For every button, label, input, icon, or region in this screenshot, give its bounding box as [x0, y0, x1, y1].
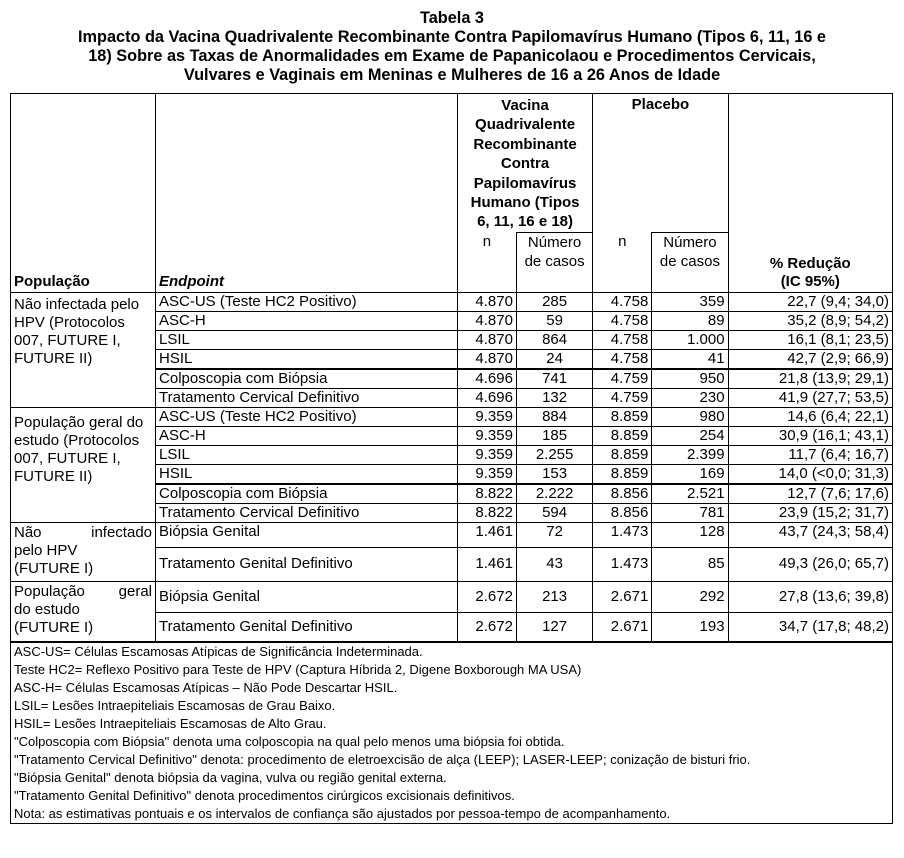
- header-reduction-ci: (IC 95%): [780, 272, 840, 290]
- vaccine-cases-cell: 594: [516, 503, 592, 522]
- placebo-cases-cell: 2.399: [652, 445, 728, 464]
- vaccine-n-cell: 4.696: [457, 369, 516, 389]
- population-line: Não infectado: [14, 523, 153, 541]
- header-placebo-n: n: [593, 232, 652, 292]
- title-line-3: 18) Sobre as Taxas de Anormalidades em Exame de Papanicolaou e Procedimentos Cervicais,: [88, 47, 816, 65]
- vaccine-cases-cell: 153: [516, 464, 592, 484]
- header-reduction: [728, 94, 892, 293]
- vaccine-n-cell: 9.359: [457, 445, 516, 464]
- vaccine-n-cell: 8.822: [457, 484, 516, 504]
- placebo-cases-cell: 128: [652, 522, 728, 547]
- endpoint-cell: Colposcopia com Biópsia: [156, 484, 458, 504]
- header-row-1: [11, 94, 893, 233]
- population-cell: População geral do estudo (Protocolos 007, FUTURE I, FUTURE II): [11, 407, 156, 522]
- footnote: LSIL= Lesões Intraepiteliais Escamosas de Grau Baixo.: [14, 698, 336, 714]
- footnote: "Tratamento Genital Definitivo" denota procedimentos cirúrgicos excisionais definitivos.: [14, 788, 515, 804]
- endpoint-cell: Tratamento Genital Definitivo: [156, 547, 458, 581]
- vaccine-n-cell: 9.359: [457, 464, 516, 484]
- endpoint-cell: LSIL: [156, 330, 458, 349]
- placebo-n-cell: 8.856: [593, 503, 652, 522]
- footnotes: [11, 642, 893, 824]
- results-table: [10, 93, 893, 824]
- placebo-n-cell: 8.856: [593, 484, 652, 504]
- placebo-cases-cell: 230: [652, 388, 728, 407]
- header-endpoint: Endpoint: [156, 94, 458, 293]
- vaccine-n-cell: 4.870: [457, 330, 516, 349]
- placebo-n-cell: 1.473: [593, 522, 652, 547]
- placebo-n-cell: 2.671: [593, 612, 652, 642]
- vaccine-cases-cell: 43: [516, 547, 592, 581]
- reduction-cell: 43,7 (24,3; 58,4): [728, 522, 892, 547]
- placebo-n-cell: 8.859: [593, 445, 652, 464]
- vaccine-cases-cell: 741: [516, 369, 592, 389]
- vaccine-cases-cell: 864: [516, 330, 592, 349]
- placebo-n-cell: 8.859: [593, 407, 652, 426]
- table-row: [11, 292, 893, 311]
- reduction-cell: 22,7 (9,4; 34,0): [728, 292, 892, 311]
- reduction-cell: 42,7 (2,9; 66,9): [728, 349, 892, 369]
- placebo-cases-cell: 193: [652, 612, 728, 642]
- vaccine-cases-cell: 213: [516, 581, 592, 612]
- reduction-cell: 21,8 (13,9; 29,1): [728, 369, 892, 389]
- header-population: População: [11, 94, 156, 293]
- endpoint-cell: LSIL: [156, 445, 458, 464]
- endpoint-cell: HSIL: [156, 464, 458, 484]
- placebo-cases-cell: 1.000: [652, 330, 728, 349]
- vaccine-n-cell: 4.870: [457, 349, 516, 369]
- endpoint-cell: ASC-H: [156, 311, 458, 330]
- endpoint-cell: HSIL: [156, 349, 458, 369]
- vaccine-n-cell: 1.461: [457, 547, 516, 581]
- placebo-cases-cell: 950: [652, 369, 728, 389]
- reduction-cell: 14,6 (6,4; 22,1): [728, 407, 892, 426]
- footnote: ASC-H= Células Escamosas Atípicas – Não Pode Descartar HSIL.: [14, 680, 398, 696]
- placebo-n-cell: 8.859: [593, 426, 652, 445]
- header-placebo-cases: Número de casos: [652, 232, 728, 292]
- vaccine-cases-cell: 285: [516, 292, 592, 311]
- reduction-cell: 12,7 (7,6; 17,6): [728, 484, 892, 504]
- placebo-cases-cell: 980: [652, 407, 728, 426]
- population-line: (FUTURE I): [14, 618, 94, 636]
- table-title: [0, 0, 904, 85]
- vaccine-cases-cell: 59: [516, 311, 592, 330]
- population-line: (FUTURE I): [14, 559, 94, 577]
- placebo-n-cell: 4.758: [593, 349, 652, 369]
- footnote: ASC-US= Células Escamosas Atípicas de Significância Indeterminada.: [14, 644, 423, 660]
- table-row: [11, 407, 893, 426]
- placebo-n-cell: 4.758: [593, 330, 652, 349]
- title-line-1: Tabela 3: [420, 9, 484, 27]
- header-vaccine-n: n: [457, 232, 516, 292]
- vaccine-n-cell: 4.870: [457, 311, 516, 330]
- endpoint-cell: Tratamento Cervical Definitivo: [156, 388, 458, 407]
- endpoint-cell: ASC-US (Teste HC2 Positivo): [156, 292, 458, 311]
- vaccine-cases-cell: 185: [516, 426, 592, 445]
- placebo-cases-cell: 89: [652, 311, 728, 330]
- endpoint-cell: Biópsia Genital: [156, 522, 458, 547]
- population-cell: [11, 522, 156, 581]
- title-line-4: Vulvares e Vaginais em Meninas e Mulheres de 16 a 26 Anos de Idade: [183, 66, 721, 84]
- endpoint-cell: Biópsia Genital: [156, 581, 458, 612]
- reduction-cell: 23,9 (15,2; 31,7): [728, 503, 892, 522]
- header-vaccine-cases: Número de casos: [516, 232, 592, 292]
- vaccine-cases-cell: 72: [516, 522, 592, 547]
- placebo-n-cell: 4.758: [593, 292, 652, 311]
- placebo-cases-cell: 292: [652, 581, 728, 612]
- population-cell: Não infectada pelo HPV (Protocolos 007, FUTURE I, FUTURE II): [11, 292, 156, 407]
- header-reduction-label: % Redução: [769, 254, 851, 272]
- notes-row: [11, 642, 893, 824]
- population-line: pelo HPV: [14, 541, 78, 559]
- vaccine-n-cell: 2.672: [457, 581, 516, 612]
- placebo-n-cell: 4.759: [593, 388, 652, 407]
- vaccine-n-cell: 9.359: [457, 407, 516, 426]
- vaccine-n-cell: 2.672: [457, 612, 516, 642]
- endpoint-cell: Tratamento Cervical Definitivo: [156, 503, 458, 522]
- placebo-cases-cell: 254: [652, 426, 728, 445]
- reduction-cell: 14,0 (<0,0; 31,3): [728, 464, 892, 484]
- population-line: do estudo: [14, 600, 80, 618]
- footnote: "Colposcopia com Biópsia" denota uma colposcopia na qual pelo menos uma biópsia foi obtida.: [14, 734, 565, 750]
- reduction-cell: 30,9 (16,1; 43,1): [728, 426, 892, 445]
- vaccine-n-cell: 1.461: [457, 522, 516, 547]
- reduction-cell: 34,7 (17,8; 48,2): [728, 612, 892, 642]
- vaccine-n-cell: 4.696: [457, 388, 516, 407]
- vaccine-cases-cell: 24: [516, 349, 592, 369]
- reduction-cell: 11,7 (6,4; 16,7): [728, 445, 892, 464]
- header-placebo: Placebo: [593, 94, 728, 233]
- endpoint-cell: Colposcopia com Biópsia: [156, 369, 458, 389]
- vaccine-cases-cell: 2.255: [516, 445, 592, 464]
- table-row: [11, 522, 893, 547]
- population-line: População geral: [14, 582, 153, 600]
- footnote: "Tratamento Cervical Definitivo" denota: procedimento de eletroexcisão de alça (LEEP); LASER-LEEP; conização de bisturi frio.: [14, 752, 751, 768]
- endpoint-cell: Tratamento Genital Definitivo: [156, 612, 458, 642]
- reduction-cell: 41,9 (27,7; 53,5): [728, 388, 892, 407]
- placebo-n-cell: 4.759: [593, 369, 652, 389]
- title-line-2: Impacto da Vacina Quadrivalente Recombinante Contra Papilomavírus Humano (Tipos 6, 11, 16 e: [78, 28, 826, 46]
- placebo-n-cell: 2.671: [593, 581, 652, 612]
- reduction-cell: 49,3 (26,0; 65,7): [728, 547, 892, 581]
- vaccine-cases-cell: 884: [516, 407, 592, 426]
- footnote: HSIL= Lesões Intraepiteliais Escamosas de Alto Grau.: [14, 716, 327, 732]
- vaccine-cases-cell: 127: [516, 612, 592, 642]
- footnote: Teste HC2= Reflexo Positivo para Teste de HPV (Captura Híbrida 2, Digene Boxborough MA USA): [14, 662, 582, 678]
- vaccine-n-cell: 4.870: [457, 292, 516, 311]
- placebo-n-cell: 4.758: [593, 311, 652, 330]
- vaccine-n-cell: 8.822: [457, 503, 516, 522]
- vaccine-n-cell: 9.359: [457, 426, 516, 445]
- table-row: [11, 581, 893, 612]
- population-cell: [11, 581, 156, 642]
- placebo-n-cell: 1.473: [593, 547, 652, 581]
- placebo-cases-cell: 781: [652, 503, 728, 522]
- placebo-cases-cell: 2.521: [652, 484, 728, 504]
- reduction-cell: 27,8 (13,6; 39,8): [728, 581, 892, 612]
- endpoint-cell: ASC-US (Teste HC2 Positivo): [156, 407, 458, 426]
- vaccine-cases-cell: 2.222: [516, 484, 592, 504]
- placebo-n-cell: 8.859: [593, 464, 652, 484]
- reduction-cell: 16,1 (8,1; 23,5): [728, 330, 892, 349]
- placebo-cases-cell: 41: [652, 349, 728, 369]
- endpoint-cell: ASC-H: [156, 426, 458, 445]
- vaccine-cases-cell: 132: [516, 388, 592, 407]
- footnote: "Biópsia Genital" denota biópsia da vagina, vulva ou região genital externa.: [14, 770, 447, 786]
- placebo-cases-cell: 169: [652, 464, 728, 484]
- reduction-cell: 35,2 (8,9; 54,2): [728, 311, 892, 330]
- footnote: Nota: as estimativas pontuais e os intervalos de confiança são ajustados por pessoa-tempo de acompanhamento.: [14, 806, 671, 822]
- header-vaccine: Vacina Quadrivalente Recombinante Contra Papilomavírus Humano (Tipos 6, 11, 16 e 18): [457, 94, 592, 233]
- placebo-cases-cell: 359: [652, 292, 728, 311]
- placebo-cases-cell: 85: [652, 547, 728, 581]
